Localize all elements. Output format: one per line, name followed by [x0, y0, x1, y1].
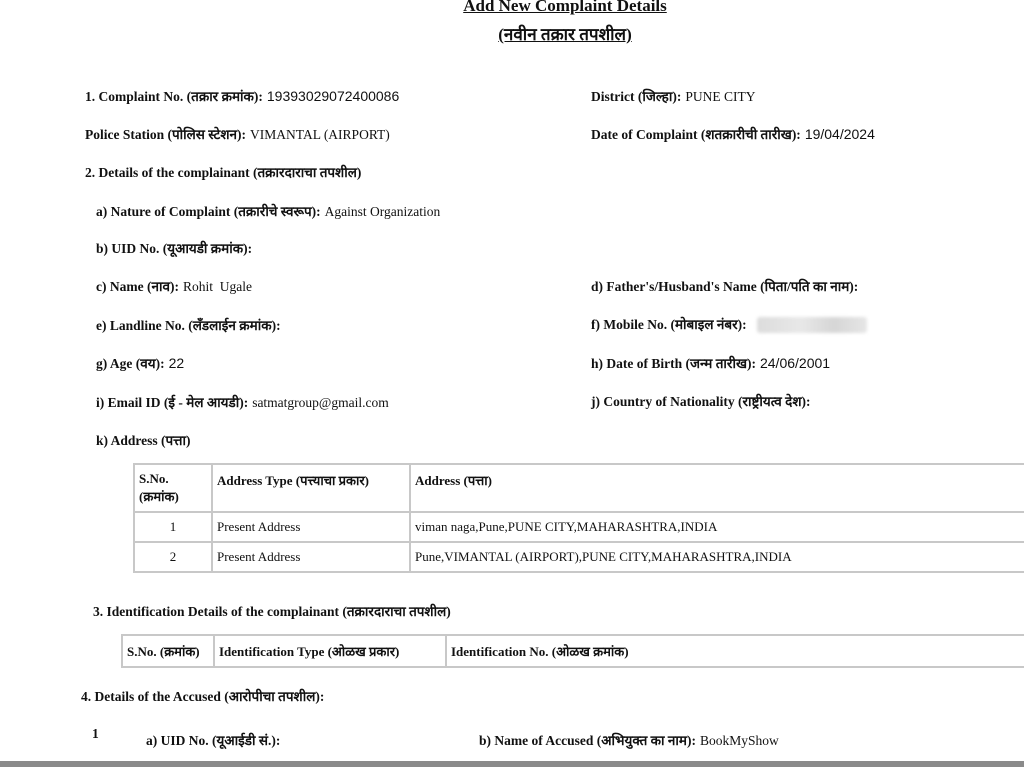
country-label: j) Country of Nationality (राष्ट्रीयत्व देश): — [591, 394, 811, 409]
header-sno: S.No. (क्रमांक) — [134, 464, 212, 512]
row-address-type: Present Address — [212, 542, 410, 572]
header-address-type: Address Type (पत्त्याचा प्रकार) — [212, 464, 410, 512]
complaint-no-label: 1. Complaint No. (तक्रार क्रमांक): — [85, 89, 263, 104]
uid-label: b) UID No. (यूआयडी क्रमांक): — [96, 241, 253, 256]
header-identification-no: Identification No. (ओळख क्रमांक) — [446, 635, 1024, 667]
email-label: i) Email ID (ई - मेल आयडी): — [96, 395, 249, 410]
age-row — [96, 354, 184, 373]
dob-row — [591, 354, 830, 373]
landline-row — [96, 316, 281, 335]
country-row — [591, 392, 811, 411]
email-value: satmatgroup@gmail.com — [252, 395, 389, 410]
row-address: viman naga,Pune,PUNE CITY,MAHARASHTRA,INDIA — [410, 512, 1024, 542]
accused-heading: 4. Details of the Accused (आरोपीचा तपशील): — [81, 689, 325, 704]
accused-uid-label: a) UID No. (यूआईडी सं.): — [146, 733, 281, 748]
name-label: c) Name (नाव): — [96, 279, 179, 294]
accused-index: 1 — [92, 726, 99, 741]
name-row — [96, 277, 252, 296]
police-station-label: Police Station (पोलिस स्टेशन): — [85, 127, 247, 142]
police-station-value: VIMANTAL (AIRPORT) — [250, 127, 390, 142]
district-label: District (जिल्हा): — [591, 89, 682, 104]
uid-row — [96, 239, 252, 258]
identification-heading: 3. Identification Details of the complainant (तक्रारदाराचा तपशील) — [93, 604, 451, 619]
age-label: g) Age (वय): — [96, 356, 165, 371]
row-address: Pune,VIMANTAL (AIRPORT),PUNE CITY,MAHARASHTRA,INDIA — [410, 542, 1024, 572]
nature-row — [96, 202, 440, 221]
accused-name-row — [479, 731, 779, 750]
father-row — [591, 277, 858, 296]
identification-table-header — [122, 635, 1024, 667]
address-table — [133, 463, 1024, 573]
complainant-heading: 2. Details of the complainant (तक्रारदाराचा तपशील) — [85, 165, 362, 180]
header-sno: S.No. (क्रमांक) — [122, 635, 214, 667]
mobile-row — [591, 315, 867, 334]
dob-value: 24/06/2001 — [759, 355, 831, 371]
table-row — [134, 542, 1024, 572]
email-row — [96, 393, 389, 412]
accused-name-label: b) Name of Accused (अभियुक्त का नाम): — [479, 733, 696, 748]
complaint-date-label: Date of Complaint (शतक्रारीची तारीख): — [591, 127, 801, 142]
accused-name-value: BookMyShow — [699, 733, 779, 748]
age-value: 22 — [168, 355, 185, 371]
dob-label: h) Date of Birth (जन्म तारीख): — [591, 356, 756, 371]
row-address-type: Present Address — [212, 512, 410, 542]
mobile-label: f) Mobile No. (मोबाइल नंबर): — [591, 317, 747, 332]
address-label: k) Address (पत्ता) — [96, 433, 191, 448]
name-value: Rohit Ugale — [182, 279, 252, 294]
complaint-no-row — [85, 87, 399, 106]
nature-value: Against Organization — [324, 204, 441, 219]
row-sno: 2 — [134, 542, 212, 572]
table-row — [134, 512, 1024, 542]
nature-label: a) Nature of Complaint (तक्रारीचे स्वरूप): — [96, 204, 321, 219]
father-name-label: d) Father's/Husband's Name (पिता/पति का नाम): — [591, 279, 859, 294]
complaint-date-value: 19/04/2024 — [804, 126, 875, 142]
row-sno: 1 — [134, 512, 212, 542]
complaint-no-value: 19393029072400086 — [266, 88, 400, 104]
header-address: Address (पत्ता) — [410, 464, 1024, 512]
landline-label: e) Landline No. (लॅंडलाईन क्रमांक): — [96, 318, 281, 333]
district-row — [591, 87, 755, 106]
header-identification-type: Identification Type (ओळख प्रकार) — [214, 635, 446, 667]
address-table-header — [134, 464, 1024, 512]
accused-uid-row — [146, 731, 280, 750]
horizontal-scrollbar[interactable] — [0, 761, 1024, 767]
complaint-date-row — [591, 125, 875, 144]
redacted-mobile-value — [757, 317, 867, 333]
police-station-row — [85, 125, 390, 144]
identification-table — [121, 634, 1024, 668]
page-subtitle: (नवीन तक्रार तपशील) — [498, 25, 632, 44]
district-value: PUNE CITY — [685, 89, 756, 104]
page-title: Add New Complaint Details — [463, 0, 667, 15]
